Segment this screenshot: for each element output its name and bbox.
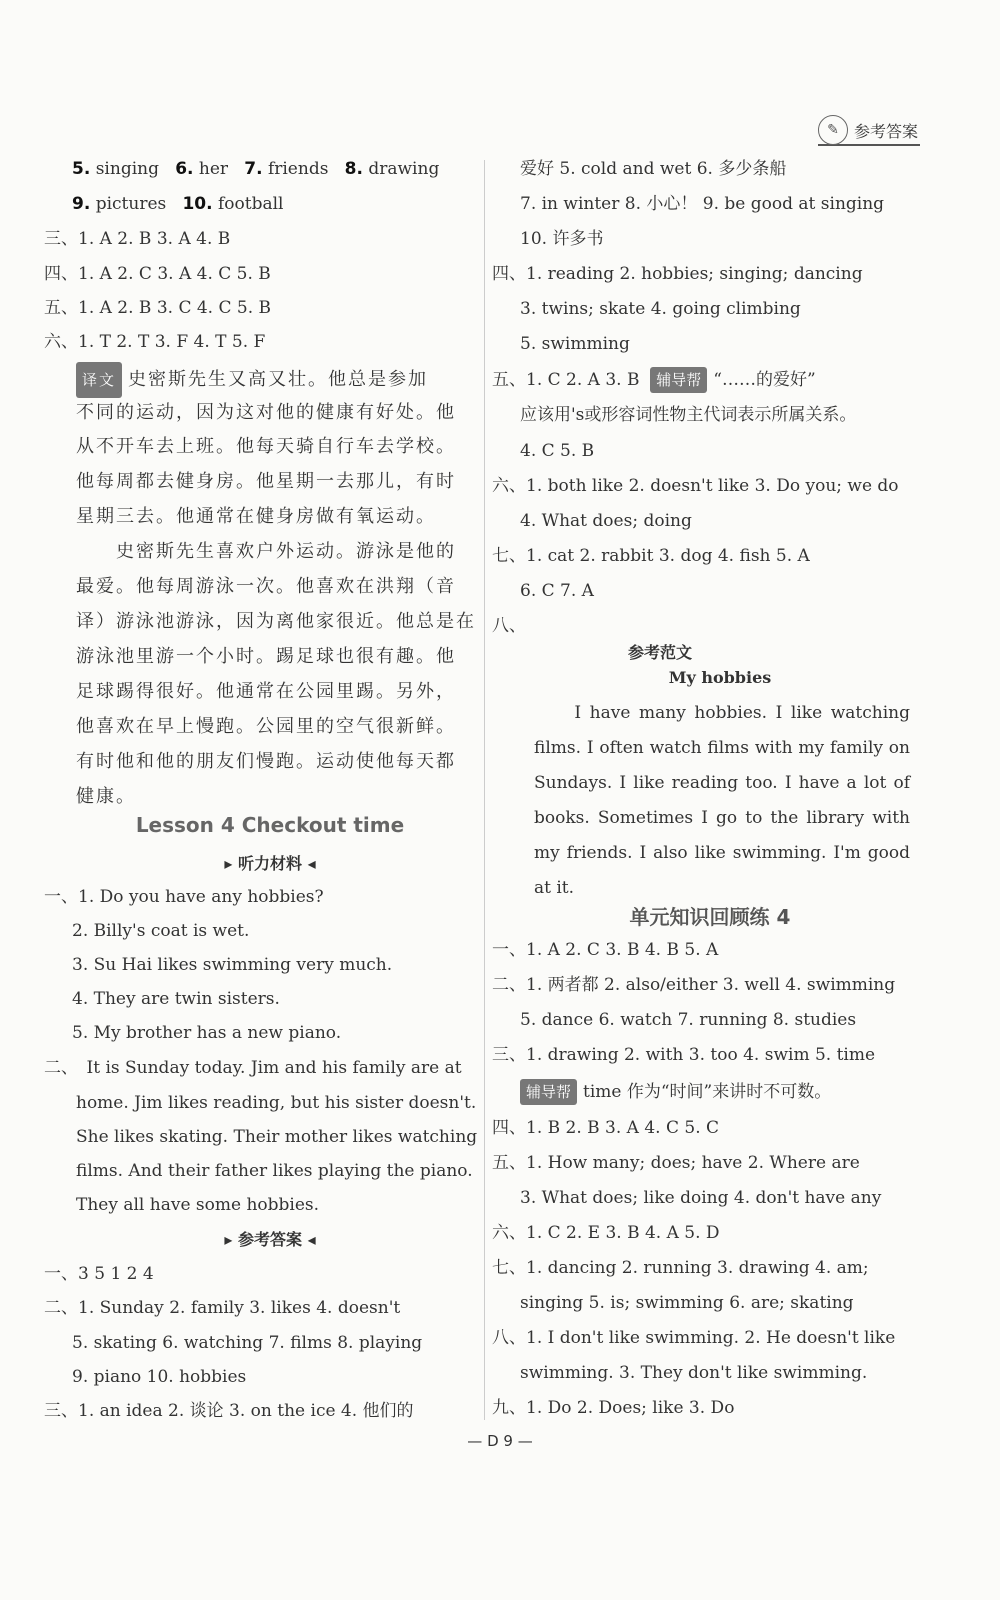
passage-line: 二、 It is Sunday today. Jim and his family are at — [44, 1058, 462, 1078]
translation-line: 译文 史密斯先生又高又壮。他总是参加 — [76, 362, 466, 398]
answer-row: 三、1. an idea 2. 谈论 3. on the ice 4. 他们的 — [44, 1401, 414, 1421]
answer-row: 4. C 5. B — [520, 441, 595, 461]
logo-icon: ✎ — [818, 115, 848, 145]
answer-row: 六、1. both like 2. doesn't like 3. Do you; we do — [492, 476, 899, 496]
essay-title: My hobbies — [668, 668, 772, 687]
translation-line: 最爱。他每周游泳一次。他喜欢在洪翔（音 — [76, 576, 456, 597]
translation-badge: 译文 — [76, 362, 122, 398]
answer-row: 10. 许多书 — [520, 229, 604, 249]
answer-row: 爱好 5. cold and wet 6. 多少条船 — [520, 159, 787, 179]
answer-row: singing 5. is; swimming 6. are; skating — [520, 1293, 854, 1313]
translation-line: 不同的运动，因为这对他的健康有好处。他 — [76, 402, 456, 423]
passage-line: home. Jim likes reading, but his sister doesn't. — [76, 1093, 477, 1113]
tip-text: 应该用's或形容词性物主代词表示所属关系。 — [520, 405, 857, 425]
answer-row: 七、1. cat 2. rabbit 3. dog 4. fish 5. A — [492, 546, 810, 566]
answer-row: 9. pictures 10. football — [72, 194, 284, 214]
essay-label: 参考范文 — [627, 643, 692, 662]
answer-row: 九、1. Do 2. Does; like 3. Do — [492, 1398, 735, 1418]
listening-line: 2. Billy's coat is wet. — [72, 921, 250, 941]
listening-line: 4. They are twin sisters. — [72, 989, 280, 1009]
answer-row: 六、1. C 2. E 3. B 4. A 5. D — [492, 1223, 720, 1243]
translation-line: 译）游泳池游泳，因为离他家很近。他总是在 — [76, 611, 476, 632]
passage-line: films. And their father likes playing the piano. — [76, 1161, 473, 1181]
answer-row: 一、1. A 2. C 3. B 4. B 5. A — [492, 940, 719, 960]
passage-line: She likes skating. Their mother likes watching — [76, 1127, 478, 1147]
header-label: 参考答案 — [854, 121, 919, 141]
listening-line: 3. Su Hai likes swimming very much. — [72, 955, 393, 975]
translation-line: 他每周都去健身房。他星期一去那儿，有时 — [76, 471, 456, 492]
listening-line: 5. My brother has a new piano. — [72, 1023, 342, 1043]
translation-line: 游泳池里游一个小时。踢足球也很有趣。他 — [76, 646, 456, 667]
tip-badge: 辅导帮 — [650, 367, 707, 393]
answer-row: 八、1. I don't like swimming. 2. He doesn't like — [492, 1328, 896, 1348]
answer-row: 四、1. B 2. B 3. A 4. C 5. C — [492, 1118, 720, 1138]
page-number: — D 9 — — [467, 1432, 533, 1450]
column-divider — [484, 160, 485, 1420]
essay-body: I have many hobbies. I like watching films. I often watch films with my family on Sundays. I like reading too. I have a lot of books. Sometimes I go to the library with my friends. I also like swimming. I'm good at it. — [534, 703, 910, 898]
lesson-title: Lesson 4 Checkout time — [135, 813, 405, 837]
answer-key-header — [818, 116, 920, 146]
translation-line: 他喜欢在早上慢跑。公园里的空气很新鲜。 — [76, 716, 456, 737]
answer-row: 五、1. A 2. B 3. C 4. C 5. B — [44, 298, 272, 318]
answer-row: 五、1. How many; does; have 2. Where are — [492, 1153, 860, 1173]
translation-line: 足球踢得很好。他通常在公园里踢。另外， — [76, 681, 456, 702]
answer-row: 三、1. drawing 2. with 3. too 4. swim 5. time — [492, 1045, 876, 1065]
answer-row: 七、1. dancing 2. running 3. drawing 4. am; — [492, 1258, 869, 1278]
answer-row: 3. twins; skate 4. going climbing — [520, 299, 801, 319]
listening-line: 一、1. Do you have any hobbies? — [44, 887, 324, 907]
answer-row: 3. What does; like doing 4. don't have any — [520, 1188, 882, 1208]
answer-row: 四、1. A 2. C 3. A 4. C 5. B — [44, 264, 271, 284]
translation-line: 星期三去。他通常在健身房做有氧运动。 — [76, 506, 436, 527]
answer-row: 二、1. Sunday 2. family 3. likes 4. doesn't — [44, 1298, 401, 1318]
translation-line: 从不开车去上班。他每天骑自行车去学校。 — [76, 436, 456, 457]
answer-row: 辅导帮 time 作为“时间”来讲时不可数。 — [520, 1079, 831, 1105]
translation-line: 健康。 — [76, 786, 136, 807]
unit-review-title: 单元知识回顾练 4 — [629, 905, 791, 929]
answers-title: ▸ 参考答案 ◂ — [224, 1230, 316, 1249]
answer-row: 9. piano 10. hobbies — [72, 1367, 247, 1387]
answer-row: 5. singing 6. her 7. friends 8. drawing — [72, 159, 440, 179]
translation-line: 有时他和他的朋友们慢跑。运动使他每天都 — [76, 751, 456, 772]
answer-row: 6. C 7. A — [520, 581, 594, 601]
answer-row: 三、1. A 2. B 3. A 4. B — [44, 229, 231, 249]
answer-row: 一、3 5 1 2 4 — [44, 1264, 154, 1284]
answer-row: 4. What does; doing — [520, 511, 692, 531]
answer-row: 二、1. 两者都 2. also/either 3. well 4. swimming — [492, 975, 896, 995]
answer-row: 四、1. reading 2. hobbies; singing; dancing — [492, 264, 863, 284]
answer-row: 5. dance 6. watch 7. running 8. studies — [520, 1010, 857, 1030]
passage-line: They all have some hobbies. — [76, 1195, 320, 1215]
answer-row: 八、 — [492, 616, 526, 636]
answer-row: 5. swimming — [520, 334, 630, 354]
answer-row: 五、1. C 2. A 3. B 辅导帮 “……的爱好” — [492, 367, 816, 393]
answer-row: swimming. 3. They don't like swimming. — [520, 1363, 868, 1383]
translation-line: 史密斯先生喜欢户外运动。游泳是他的 — [76, 541, 456, 562]
answer-row: 5. skating 6. watching 7. films 8. playing — [72, 1333, 423, 1353]
tip-badge: 辅导帮 — [520, 1079, 577, 1105]
listening-title: ▸ 听力材料 ◂ — [224, 854, 316, 873]
answer-row: 六、1. T 2. T 3. F 4. T 5. F — [44, 332, 266, 352]
answer-row: 7. in winter 8. 小心！ 9. be good at singing — [520, 194, 885, 214]
